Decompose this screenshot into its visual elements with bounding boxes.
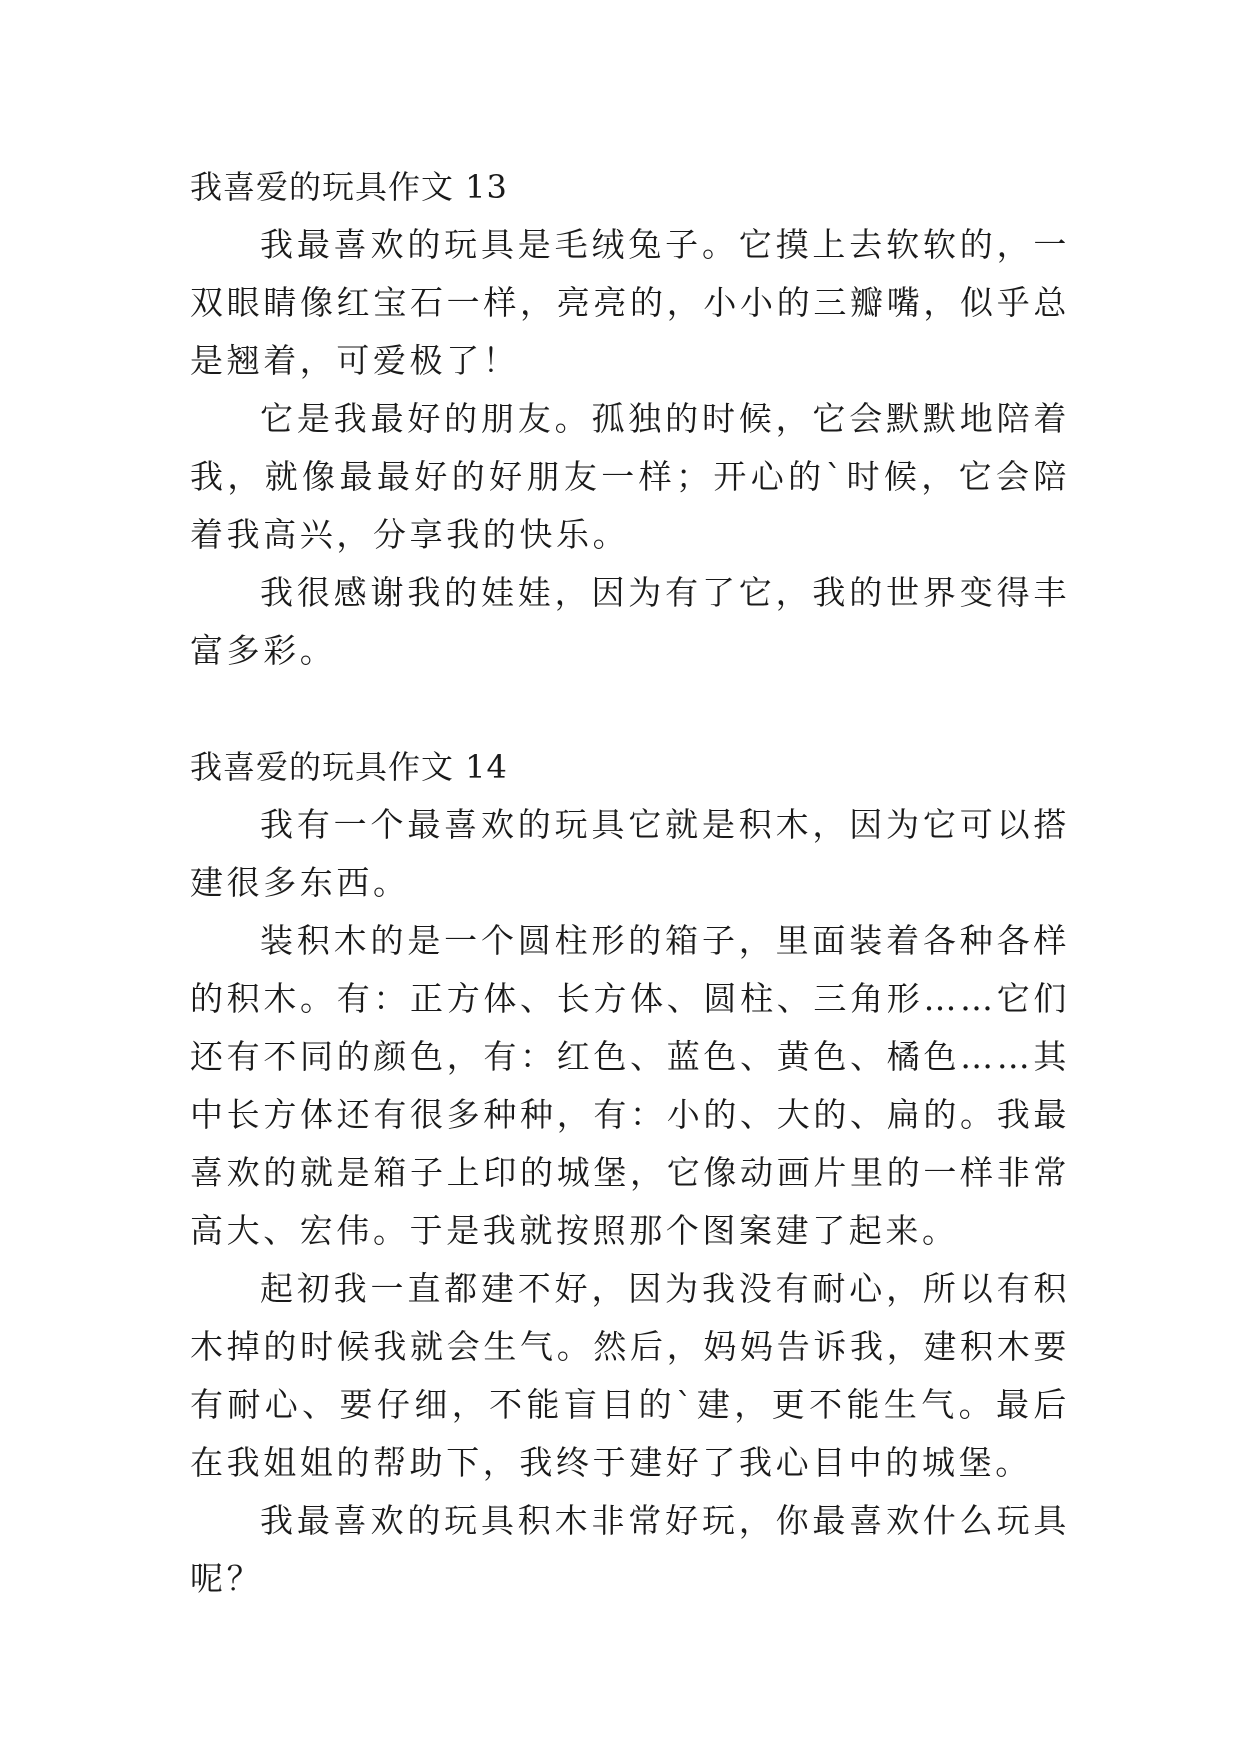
essay-title: 我喜爱的玩具作文 14 [190,748,508,786]
essay-paragraph: 我很感谢我的娃娃，因为有了它，我的世界变得丰富多彩。 [190,573,1070,670]
essay-14 [190,738,1070,1608]
essay-paragraph: 我有一个最喜欢的玩具它就是积木，因为它可以搭建很多东西。 [190,805,1070,902]
essay-title: 我喜爱的玩具作文 13 [190,168,508,206]
essay-paragraph: 我最喜欢的玩具是毛绒兔子。它摸上去软软的，一双眼睛像红宝石一样，亮亮的，小小的三瓣嘴，似乎总是翘着，可爱极了！ [190,225,1070,380]
essay-paragraph: 我最喜欢的玩具积木非常好玩，你最喜欢什么玩具呢？ [190,1501,1070,1598]
essay-paragraph: 它是我最好的朋友。孤独的时候，它会默默地陪着我，就像最最好的好朋友一样；开心的`时候，它会陪着我高兴，分享我的快乐。 [190,399,1070,554]
essay-13 [190,158,1070,680]
essay-paragraph: 起初我一直都建不好，因为我没有耐心，所以有积木掉的时候我就会生气。然后，妈妈告诉我，建积木要有耐心、要仔细，不能盲目的`建，更不能生气。最后在我姐姐的帮助下，我终于建好了我心目中的城堡。 [190,1269,1070,1482]
essay-paragraph: 装积木的是一个圆柱形的箱子，里面装着各种各样的积木。有：正方体、长方体、圆柱、三角形……它们还有不同的颜色，有：红色、蓝色、黄色、橘色……其中长方体还有很多种种，有：小的、大的、扁的。我最喜欢的就是箱子上印的城堡，它像动画片里的一样非常高大、宏伟。于是我就按照那个图案建了起来。 [190,921,1070,1250]
